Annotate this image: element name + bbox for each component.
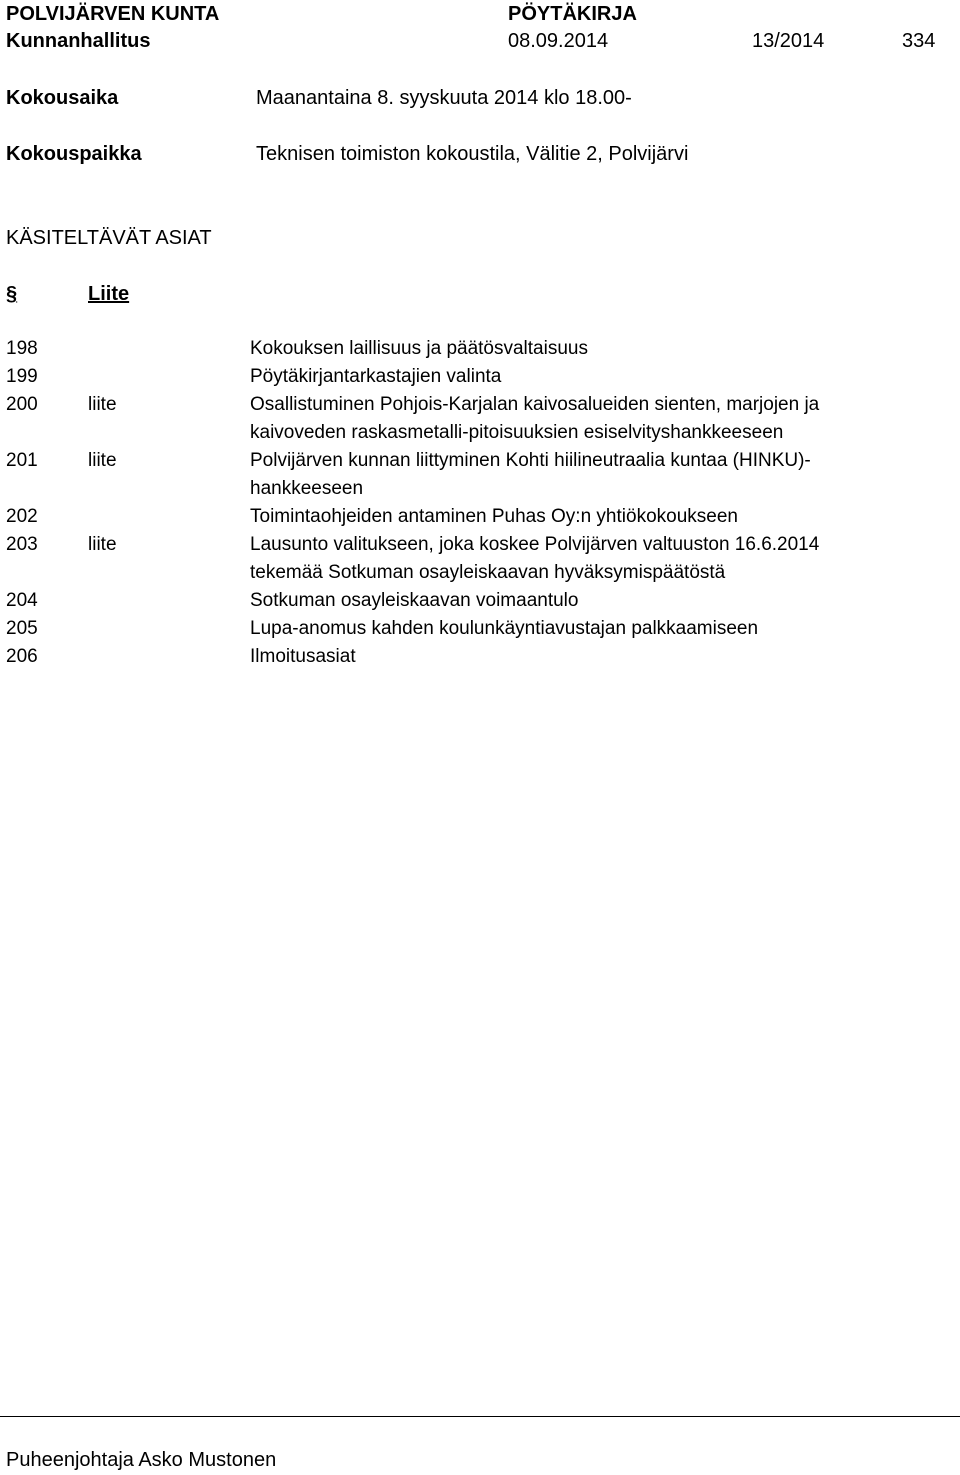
item-title-continuation: kaivoveden raskasmetalli-pitoisuuksien esiselvityshankkeeseen xyxy=(250,422,784,443)
organization-name: POLVIJÄRVEN KUNTA xyxy=(6,3,220,25)
item-title: Kokouksen laillisuus ja päätösvaltaisuus xyxy=(250,338,588,359)
item-title: Osallistuminen Pohjois-Karjalan kaivosalueiden sienten, marjojen ja xyxy=(250,394,820,415)
item-number: 203 xyxy=(6,534,38,555)
item-number: 200 xyxy=(6,394,38,415)
item-title: Lausunto valitukseen, joka koskee Polvijärven valtuuston 16.6.2014 xyxy=(250,534,820,555)
meeting-time-label: Kokousaika xyxy=(6,87,119,109)
meeting-place-label: Kokouspaikka xyxy=(6,143,142,165)
page-number: 334 xyxy=(902,30,936,52)
item-title: Pöytäkirjantarkastajien valinta xyxy=(250,366,502,387)
item-number: 201 xyxy=(6,450,38,471)
agenda-heading: KÄSITELTÄVÄT ASIAT xyxy=(6,227,212,249)
item-title: Polvijärven kunnan liittyminen Kohti hiilineutraalia kuntaa (HINKU)- xyxy=(250,450,811,471)
item-title: Sotkuman osayleiskaavan voimaantulo xyxy=(250,590,579,611)
item-title: Toimintaohjeiden antaminen Puhas Oy:n yhtiökokoukseen xyxy=(250,506,738,527)
item-title-continuation: tekemää Sotkuman osayleiskaavan hyväksymispäätöstä xyxy=(250,562,726,583)
item-number: 206 xyxy=(6,646,38,667)
signature-divider xyxy=(0,1416,960,1417)
governing-body: Kunnanhallitus xyxy=(6,30,151,52)
item-number: 205 xyxy=(6,618,38,639)
section-symbol-header: § xyxy=(6,283,18,305)
item-number: 198 xyxy=(6,338,38,359)
item-attachment: liite xyxy=(88,534,117,555)
attachment-column-header: Liite xyxy=(88,283,130,305)
item-title: Ilmoitusasiat xyxy=(250,646,356,667)
document-type: PÖYTÄKIRJA xyxy=(508,3,637,25)
item-number: 204 xyxy=(6,590,38,611)
item-title-continuation: hankkeeseen xyxy=(250,478,364,499)
meeting-place-value: Teknisen toimiston kokoustila, Välitie 2, Polvijärvi xyxy=(256,143,689,165)
item-attachment: liite xyxy=(88,394,117,415)
item-number: 199 xyxy=(6,366,38,387)
item-attachment: liite xyxy=(88,450,117,471)
chairperson-signature: Puheenjohtaja Asko Mustonen xyxy=(6,1449,277,1471)
meeting-number: 13/2014 xyxy=(752,30,825,52)
meeting-date: 08.09.2014 xyxy=(508,30,609,52)
item-title: Lupa-anomus kahden koulunkäyntiavustajan palkkaamiseen xyxy=(250,618,759,639)
item-number: 202 xyxy=(6,506,38,527)
meeting-time-value: Maanantaina 8. syyskuuta 2014 klo 18.00- xyxy=(256,87,632,109)
